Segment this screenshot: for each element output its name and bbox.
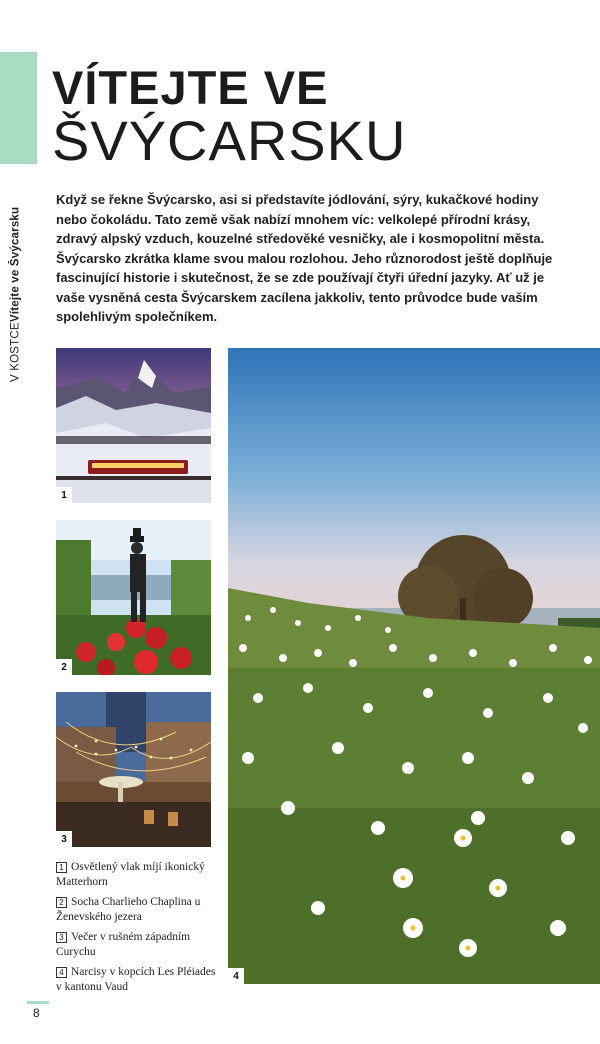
caption-2 bbox=[56, 895, 221, 925]
caption-4 bbox=[56, 965, 221, 995]
caption-text-1: Osvětlený vlak míjí ikonický Matterhorn bbox=[56, 861, 205, 888]
photo-number-2: 2 bbox=[56, 659, 72, 675]
caption-number-2: 2 bbox=[56, 897, 67, 908]
caption-text-4: Narcisy v kopcích Les Pléiades v kantonu Vaud bbox=[56, 966, 216, 993]
photo-captions bbox=[56, 860, 221, 1000]
section-running-head bbox=[6, 172, 28, 382]
photo-zurich-evening bbox=[56, 692, 211, 847]
page-title bbox=[52, 61, 572, 172]
page-number-rule bbox=[27, 1001, 49, 1004]
caption-number-1: 1 bbox=[56, 862, 67, 873]
caption-text-2: Socha Charlieho Chaplina u Ženevského jezera bbox=[56, 896, 201, 923]
section-prefix: V KOSTCE bbox=[9, 322, 22, 382]
page-number: 8 bbox=[33, 1006, 40, 1020]
caption-number-4: 4 bbox=[56, 967, 67, 978]
caption-number-3: 3 bbox=[56, 932, 67, 943]
photo-daffodil-meadow bbox=[228, 348, 600, 984]
section-color-tab bbox=[0, 52, 37, 164]
photo-chaplin-statue bbox=[56, 520, 211, 675]
caption-text-3: Večer v rušném západním Curychu bbox=[56, 931, 191, 958]
photo-number-4: 4 bbox=[228, 968, 244, 984]
caption-3 bbox=[56, 930, 221, 960]
photo-number-3: 3 bbox=[56, 831, 72, 847]
photo-number-1: 1 bbox=[56, 487, 72, 503]
page-title-line1: VÍTEJTE VE bbox=[52, 61, 329, 114]
intro-paragraph: Když se řekne Švýcarsko, asi si představíte jódlování, sýry, kukačkové hodiny nebo čokoládu. Tato země však nabízí mnohem víc: velkolepé přírodní krásy, zdravý alpský vzduch, kouzelné středověké vesničky, ale i kosmopolitní města. Švýcarsko zkrátka klame svou malou rozlohou. Jeho různorodost ještě doplňuje fascinující historie i skutečnost, že se zde používají čtyři úřední jazyky. Ať už je vaše vysněná cesta Švýcarskem zacílena jakkoliv, tento průvodce bude vaším spolehlivým společníkem. bbox=[56, 192, 553, 324]
section-title: Vítejte ve Švýcarsku bbox=[9, 206, 22, 323]
page-title-line2: ŠVÝCARSKU bbox=[52, 109, 407, 172]
photo-matterhorn-train bbox=[56, 348, 211, 503]
caption-1 bbox=[56, 860, 221, 890]
